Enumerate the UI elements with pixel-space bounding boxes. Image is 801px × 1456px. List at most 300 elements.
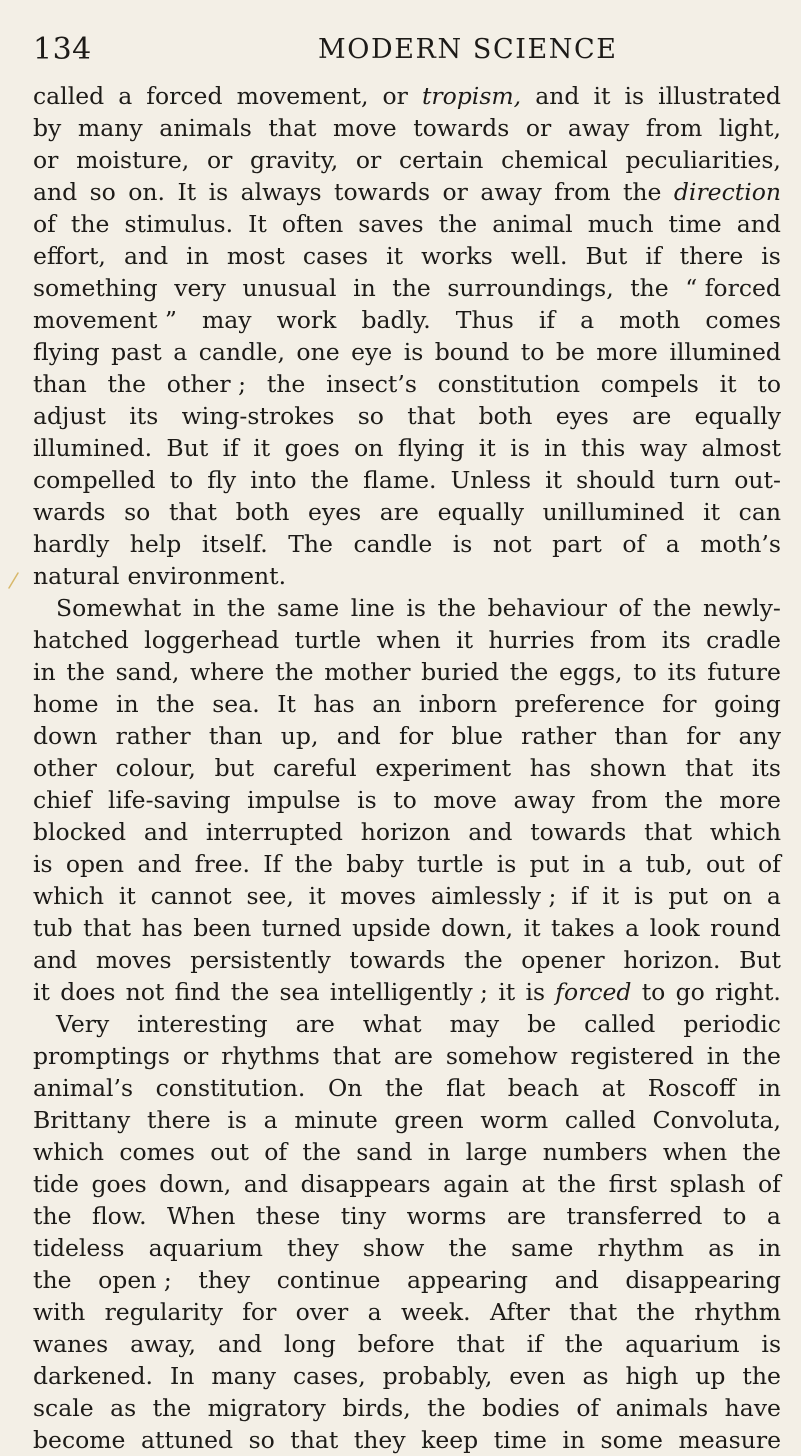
word: in xyxy=(192,594,216,622)
word: insect’s xyxy=(326,370,417,398)
text-line xyxy=(33,1360,781,1392)
word: unusual xyxy=(242,274,337,302)
word: out xyxy=(706,850,745,878)
word: has xyxy=(141,914,183,942)
text-line xyxy=(33,1168,781,1200)
word: rather xyxy=(521,722,597,750)
word: or xyxy=(182,1042,209,1070)
word: or xyxy=(206,146,233,174)
word: green xyxy=(394,1106,464,1134)
word: it xyxy=(118,882,136,910)
word: been xyxy=(193,914,252,942)
word: turned xyxy=(261,914,342,942)
word: open xyxy=(65,850,125,878)
word: periodic xyxy=(683,1010,781,1038)
word: It xyxy=(248,210,267,238)
text-line xyxy=(33,400,781,432)
word: beach xyxy=(507,1074,580,1102)
word: comes xyxy=(705,306,781,334)
text-line xyxy=(33,848,781,880)
word: have xyxy=(724,1394,781,1422)
word: environment. xyxy=(127,562,287,590)
word: constitution. xyxy=(155,1074,306,1102)
word: badly. xyxy=(361,306,431,334)
word: continue xyxy=(276,1266,381,1294)
word: the xyxy=(33,1202,72,1230)
word: which xyxy=(709,818,781,846)
text-line xyxy=(33,912,781,944)
word: the xyxy=(630,274,669,302)
word: should xyxy=(576,466,656,494)
word: fly xyxy=(207,466,237,494)
word: rhythm xyxy=(597,1234,684,1262)
word: bodies xyxy=(482,1394,560,1422)
word: to xyxy=(641,978,666,1006)
running-head: MODERN SCIENCE xyxy=(318,34,618,65)
word: sea. xyxy=(212,690,260,718)
text-line xyxy=(33,368,781,400)
word: or xyxy=(382,82,408,110)
word: the xyxy=(226,594,266,622)
word: it xyxy=(456,626,474,654)
word: is xyxy=(406,594,426,622)
word: wards xyxy=(33,498,106,526)
text-line xyxy=(33,688,781,720)
word: worms xyxy=(406,1202,487,1230)
word: it xyxy=(719,370,737,398)
word: equally xyxy=(437,498,524,526)
word: migratory xyxy=(207,1394,326,1422)
word: cannot xyxy=(150,882,232,910)
word: same xyxy=(276,594,340,622)
text-line xyxy=(33,176,781,208)
word: illumined xyxy=(669,338,781,366)
word: a xyxy=(766,1202,781,1230)
word: bound xyxy=(434,338,510,366)
word: intelligently ; xyxy=(329,978,488,1006)
word: flying xyxy=(397,434,465,462)
word: its xyxy=(661,626,691,654)
word: some xyxy=(600,1426,663,1454)
text-line xyxy=(33,432,781,464)
word: rhythms xyxy=(221,1042,320,1070)
word: newly- xyxy=(702,594,781,622)
word: upside xyxy=(352,914,431,942)
word: the xyxy=(437,594,477,622)
word: the xyxy=(636,1298,676,1326)
word: constitution xyxy=(437,370,580,398)
word: disappearing xyxy=(625,1266,781,1294)
italic-word: forced xyxy=(555,978,632,1006)
word: sand, xyxy=(115,658,180,686)
word: it xyxy=(523,914,541,942)
word: takes xyxy=(551,914,615,942)
word: Convoluta, xyxy=(652,1106,781,1134)
word: with xyxy=(33,1298,86,1326)
word: Very xyxy=(56,1010,110,1038)
word: In xyxy=(169,1362,195,1390)
word: in xyxy=(758,1074,781,1102)
word: but xyxy=(214,754,255,782)
word: many xyxy=(211,1362,277,1390)
word: the xyxy=(275,658,314,686)
word: line xyxy=(350,594,395,622)
word: to xyxy=(633,658,657,686)
word: to xyxy=(722,1202,747,1230)
word: down, xyxy=(441,914,514,942)
word: become xyxy=(33,1426,126,1454)
word: But xyxy=(739,946,781,974)
word: the xyxy=(448,1234,487,1262)
word: Thus xyxy=(455,306,514,334)
word: registered xyxy=(570,1042,694,1070)
word: the xyxy=(464,946,503,974)
word: both xyxy=(478,402,533,430)
word: attuned xyxy=(140,1426,234,1454)
word: of xyxy=(33,210,56,238)
word: and xyxy=(736,210,781,238)
word: effort, xyxy=(33,242,106,270)
word: something xyxy=(33,274,158,302)
word: It xyxy=(277,690,296,718)
word: other xyxy=(33,754,97,782)
word: and xyxy=(554,1266,599,1294)
word: rhythm xyxy=(694,1298,781,1326)
word: away xyxy=(567,114,630,142)
body-text xyxy=(33,80,781,1456)
italic-word: direction xyxy=(673,178,781,206)
word: the xyxy=(427,1394,466,1422)
word: of xyxy=(264,1138,288,1166)
word: a xyxy=(118,82,133,110)
word: if xyxy=(538,306,556,334)
word: On xyxy=(327,1074,363,1102)
word: at xyxy=(521,1170,545,1198)
word: life-saving xyxy=(107,786,231,814)
word: is xyxy=(208,178,229,206)
word: It xyxy=(177,178,197,206)
word: a xyxy=(580,306,595,334)
word: eye xyxy=(351,338,393,366)
word: and xyxy=(336,722,381,750)
word: part xyxy=(552,530,602,558)
word: for xyxy=(242,1298,277,1326)
word: the xyxy=(266,370,306,398)
word: there xyxy=(679,242,744,270)
word: and xyxy=(217,1330,263,1358)
word: almost xyxy=(701,434,781,462)
word: so xyxy=(89,178,116,206)
word: are xyxy=(379,498,419,526)
word: hatched xyxy=(33,626,129,654)
word: goes xyxy=(284,434,340,462)
word: somehow xyxy=(445,1042,558,1070)
word: in xyxy=(33,658,56,686)
word: and xyxy=(33,178,78,206)
word: over xyxy=(295,1298,349,1326)
word: up xyxy=(695,1362,726,1390)
word: sea xyxy=(279,978,320,1006)
word: are xyxy=(393,1042,433,1070)
text-line xyxy=(33,1232,781,1264)
word: very xyxy=(174,274,226,302)
word: flying xyxy=(33,338,100,366)
word: work xyxy=(276,306,337,334)
word: aimlessly ; xyxy=(430,882,557,910)
word: they xyxy=(353,1426,406,1454)
word: in xyxy=(116,690,139,718)
word: time xyxy=(668,210,722,238)
word: down xyxy=(33,722,98,750)
word: works xyxy=(421,242,493,270)
word: and xyxy=(243,1170,288,1198)
word: keep xyxy=(421,1426,479,1454)
word: can xyxy=(738,498,781,526)
word: down, xyxy=(159,1170,232,1198)
text-line xyxy=(33,1392,781,1424)
word: away xyxy=(480,178,542,206)
word: put xyxy=(529,850,570,878)
word: always xyxy=(240,178,322,206)
word: is xyxy=(624,82,645,110)
italic-word: tropism, xyxy=(421,82,522,110)
word: buried xyxy=(421,658,500,686)
word: moth xyxy=(619,306,681,334)
word: so xyxy=(248,1426,275,1454)
text-line xyxy=(33,1136,781,1168)
text-line xyxy=(33,1008,781,1040)
word: future xyxy=(707,658,781,686)
word: darkened. xyxy=(33,1362,153,1390)
word: first xyxy=(608,1170,658,1198)
word: of xyxy=(758,1170,781,1198)
word: the xyxy=(509,658,549,686)
word: tiny xyxy=(340,1202,387,1230)
word: mother xyxy=(324,658,411,686)
word: move xyxy=(333,114,397,142)
word: in xyxy=(544,434,567,462)
word: on xyxy=(354,434,384,462)
word: there xyxy=(147,1106,211,1134)
word: itself. xyxy=(201,530,268,558)
word: often xyxy=(281,210,344,238)
word: as xyxy=(110,1394,137,1422)
word: to xyxy=(393,786,417,814)
word: movement, xyxy=(236,82,369,110)
word: comes xyxy=(119,1138,195,1166)
word: flow. xyxy=(91,1202,147,1230)
text-line xyxy=(33,944,781,976)
word: moth’s xyxy=(700,530,781,558)
word: transferred xyxy=(566,1202,703,1230)
word: is xyxy=(33,850,53,878)
text-line xyxy=(33,1328,781,1360)
text-line xyxy=(33,496,781,528)
word: than xyxy=(614,722,669,750)
word: to xyxy=(169,466,194,494)
word: the xyxy=(742,1138,781,1166)
word: from xyxy=(591,786,648,814)
word: minute xyxy=(294,1106,378,1134)
text-line xyxy=(33,528,781,560)
word: the xyxy=(310,466,350,494)
word: go xyxy=(675,978,705,1006)
word: and xyxy=(137,850,182,878)
word: that xyxy=(268,114,317,142)
word: the xyxy=(438,210,478,238)
word: the xyxy=(664,786,703,814)
text-line xyxy=(33,752,781,784)
word: from xyxy=(590,626,647,654)
word: called xyxy=(584,1010,656,1038)
text-line xyxy=(33,720,781,752)
word: the xyxy=(384,1074,424,1102)
word: if xyxy=(526,1330,543,1358)
word: if xyxy=(645,242,662,270)
word: much xyxy=(587,210,654,238)
word: or xyxy=(355,146,382,174)
word: eyes xyxy=(555,402,609,430)
word: it xyxy=(308,882,326,910)
word: help xyxy=(129,530,182,558)
word: into xyxy=(250,466,297,494)
word: tub xyxy=(33,914,73,942)
word: more xyxy=(719,786,781,814)
word: away xyxy=(513,786,575,814)
word: many xyxy=(77,114,143,142)
word: wanes xyxy=(33,1330,109,1358)
word: surroundings, xyxy=(447,274,614,302)
word: If xyxy=(263,850,282,878)
word: going xyxy=(713,690,781,718)
word: home xyxy=(33,690,99,718)
word: most xyxy=(226,242,285,270)
text-line xyxy=(33,1104,781,1136)
word: that xyxy=(290,1426,339,1454)
word: the xyxy=(152,1394,192,1422)
word: chemical xyxy=(501,146,608,174)
word: the xyxy=(392,274,431,302)
word: the xyxy=(742,1362,781,1390)
word: to xyxy=(520,338,545,366)
word: be xyxy=(527,1010,557,1038)
word: its xyxy=(667,658,697,686)
word: towards xyxy=(530,818,627,846)
word: even xyxy=(509,1362,566,1390)
word: illumined. xyxy=(33,434,153,462)
word: from xyxy=(554,178,611,206)
word: that xyxy=(685,754,734,782)
text-line xyxy=(33,1200,781,1232)
word: by xyxy=(33,114,62,142)
word: probably, xyxy=(382,1362,493,1390)
word: When xyxy=(167,1202,236,1230)
word: turtle xyxy=(294,626,362,654)
word: worm xyxy=(480,1106,549,1134)
text-line xyxy=(33,464,781,496)
word: colour, xyxy=(115,754,196,782)
word: the xyxy=(294,850,333,878)
word: a xyxy=(263,1106,278,1134)
word: up, xyxy=(280,722,319,750)
word: But xyxy=(585,242,628,270)
word: peculiarities, xyxy=(625,146,781,174)
word: these xyxy=(255,1202,321,1230)
word: persistently xyxy=(190,946,331,974)
text-line xyxy=(33,784,781,816)
word: round xyxy=(710,914,781,942)
word: in xyxy=(758,1234,781,1262)
word: the xyxy=(230,978,270,1006)
word: find xyxy=(174,978,221,1006)
word: tub, xyxy=(645,850,693,878)
word: the xyxy=(33,1266,72,1294)
text-line xyxy=(33,976,781,1008)
word: called xyxy=(33,82,105,110)
word: and xyxy=(535,82,580,110)
word: for xyxy=(399,722,434,750)
word: is xyxy=(761,1330,781,1358)
word: the xyxy=(622,178,662,206)
word: candle xyxy=(353,530,433,558)
word: week. xyxy=(400,1298,471,1326)
word: it xyxy=(545,466,563,494)
word: put xyxy=(668,882,708,910)
text-line xyxy=(33,1072,781,1104)
word: behaviour xyxy=(487,594,607,622)
word: inborn xyxy=(418,690,498,718)
word: careful xyxy=(272,754,357,782)
word: Roscoff xyxy=(647,1074,736,1102)
word: impulse xyxy=(247,786,341,814)
word: as xyxy=(708,1234,735,1262)
word: from xyxy=(645,114,703,142)
text-line xyxy=(33,240,781,272)
word: of xyxy=(622,530,646,558)
word: animals xyxy=(615,1394,709,1422)
word: moisture, xyxy=(76,146,190,174)
word: that xyxy=(407,402,456,430)
word: animal’s xyxy=(33,1074,134,1102)
word: appearing xyxy=(406,1266,528,1294)
text-line xyxy=(33,112,781,144)
word: that xyxy=(332,1042,381,1070)
word: called xyxy=(564,1106,636,1134)
text-line xyxy=(33,880,781,912)
word: towards xyxy=(349,946,446,974)
text-line xyxy=(33,208,781,240)
word: in xyxy=(186,242,209,270)
word: than xyxy=(33,370,87,398)
word: flat xyxy=(446,1074,486,1102)
word: sand xyxy=(356,1138,413,1166)
word: shown xyxy=(589,754,667,782)
word: to xyxy=(757,370,781,398)
word: preference xyxy=(514,690,645,718)
word: and xyxy=(468,818,513,846)
word: is xyxy=(452,530,473,558)
text-line xyxy=(33,1040,781,1072)
word: at xyxy=(601,1074,626,1102)
word: or xyxy=(525,114,552,142)
word: for xyxy=(662,690,697,718)
word: an xyxy=(372,690,402,718)
word: saves xyxy=(358,210,424,238)
word: stimulus. xyxy=(124,210,234,238)
word: of xyxy=(757,850,781,878)
word: “ forced xyxy=(685,274,781,302)
word: it xyxy=(478,434,496,462)
